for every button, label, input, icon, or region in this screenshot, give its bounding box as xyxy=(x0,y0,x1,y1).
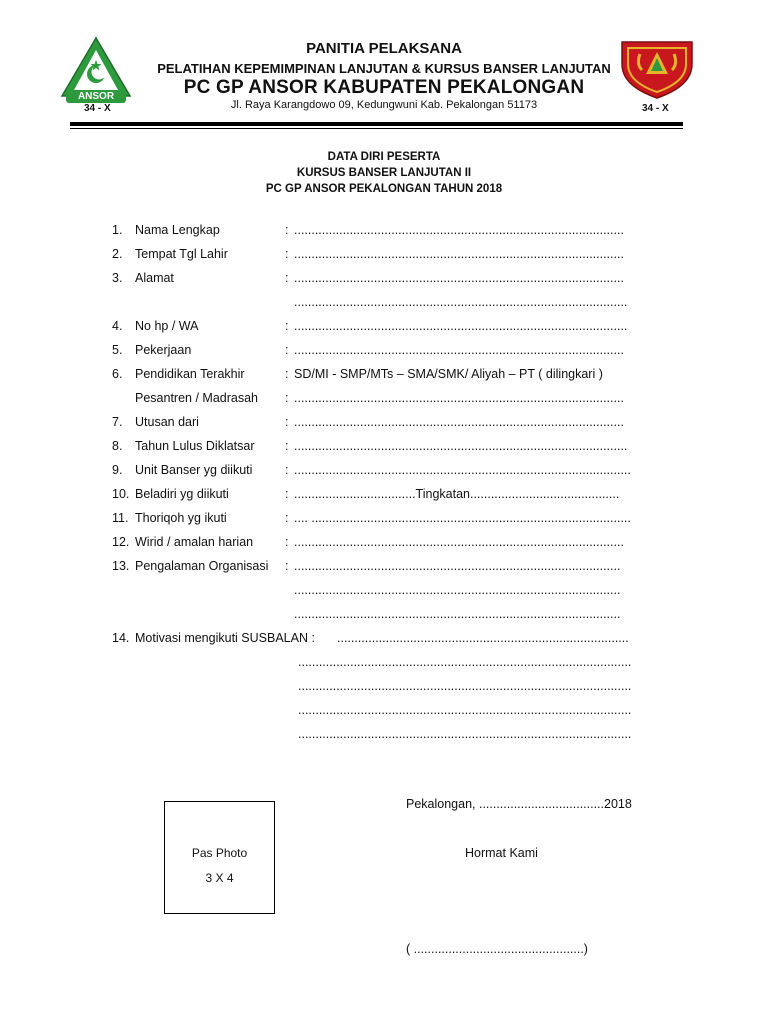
form-title: DATA DIRI PESERTA xyxy=(327,151,441,163)
field-value-line[interactable]: ................................................................................................ xyxy=(294,439,628,453)
field-label: Nama Lengkap xyxy=(135,223,220,237)
motivation-fill-line[interactable]: ................................................................................................ xyxy=(298,655,632,669)
field-colon: : xyxy=(285,319,289,333)
field-number: 10. xyxy=(112,487,130,501)
field-number: 7. xyxy=(112,415,123,429)
field-label: Wirid / amalan harian xyxy=(135,535,254,549)
field-number: 11. xyxy=(112,511,129,525)
motivation-fill-line[interactable]: .................................................................................... xyxy=(337,631,629,645)
form-subtitle-course: KURSUS BANSER LANJUTAN II xyxy=(296,167,472,179)
field-value-line[interactable]: ................................................................................................ xyxy=(294,319,628,333)
field-label: Pengalaman Organisasi xyxy=(135,559,269,573)
field-label: Pesantren / Madrasah xyxy=(135,391,258,405)
field-value-line[interactable]: ............................................................................................... xyxy=(294,271,624,285)
motivation-fill-line[interactable]: ................................................................................................ xyxy=(298,727,632,741)
field-value-line[interactable]: ............................................................................................... xyxy=(294,247,624,261)
left-logo-code: 34 - X xyxy=(84,103,111,114)
field-colon: : xyxy=(285,223,289,237)
committee-heading: PANITIA PELAKSANA xyxy=(306,40,462,57)
form-subtitle-org: PC GP ANSOR PEKALONGAN TAHUN 2018 xyxy=(265,183,503,195)
field-label: Thoriqoh yg ikuti xyxy=(135,511,227,525)
field-label: Pendidikan Terakhir xyxy=(135,367,245,381)
field-colon: : xyxy=(285,367,289,381)
field-colon: : xyxy=(285,247,289,261)
field-colon: : xyxy=(285,463,289,477)
field-number: 8. xyxy=(112,439,123,453)
field-value-line[interactable]: .............................................................................................. xyxy=(294,607,621,621)
motivation-label: Motivasi mengikuti SUSBALAN : xyxy=(135,631,315,645)
field-number: 13. xyxy=(112,559,130,573)
field-colon: : xyxy=(285,535,289,549)
field-colon: : xyxy=(285,415,289,429)
header-divider-thin xyxy=(70,128,683,129)
event-heading: PELATIHAN KEPEMIMPINAN LANJUTAN & KURSUS BANSER LANJUTAN xyxy=(157,61,611,76)
field-colon: : xyxy=(285,271,289,285)
field-number: 3. xyxy=(112,271,123,285)
ansor-logo-text: ANSOR xyxy=(77,91,115,102)
field-value-line[interactable]: ............................................................................................... xyxy=(294,415,624,429)
field-number: 1. xyxy=(112,223,123,237)
field-number: 2. xyxy=(112,247,123,261)
field-label: Beladiri yg diikuti xyxy=(135,487,229,501)
field-value-line[interactable]: ............................................................................................... xyxy=(294,343,624,357)
field-label: Unit Banser yg diikuti xyxy=(135,463,253,477)
field-value-line[interactable]: SD/MI - SMP/MTs – SMA/SMK/ Aliyah – PT ( dilingkari ) xyxy=(294,367,603,381)
field-value-line[interactable]: ................................................................................................ xyxy=(294,295,628,309)
field-value-line[interactable]: .............................................................................................. xyxy=(294,583,621,597)
field-number: 6. xyxy=(112,367,123,381)
field-colon: : xyxy=(285,391,289,405)
field-value-line[interactable]: .............................................................................................. xyxy=(294,559,621,573)
field-colon: : xyxy=(285,487,289,501)
field-label: Utusan dari xyxy=(135,415,199,429)
field-colon: : xyxy=(285,439,289,453)
field-number: 9. xyxy=(112,463,123,477)
field-number: 5. xyxy=(112,343,123,357)
field-label: Pekerjaan xyxy=(135,343,192,357)
header-divider-thick xyxy=(70,122,683,126)
field-colon: : xyxy=(285,511,289,525)
field-label: Tahun Lulus Diklatsar xyxy=(135,439,255,453)
address-line: Jl. Raya Karangdowo 09, Kedungwuni Kab. Pekalongan 51173 xyxy=(230,99,538,111)
field-value-line[interactable]: ...................................Tingkatan........................................... xyxy=(294,487,620,501)
right-logo-code: 34 - X xyxy=(642,103,669,114)
motivation-fill-line[interactable]: ................................................................................................ xyxy=(298,703,632,717)
motivation-number: 14. xyxy=(112,631,130,645)
field-label: No hp / WA xyxy=(135,319,199,333)
place-date-line[interactable]: Pekalongan, ....................................2018 xyxy=(406,797,632,811)
closing-text: Hormat Kami xyxy=(465,846,538,860)
field-number: 12. xyxy=(112,535,130,549)
field-value-line[interactable]: ............................................................................................... xyxy=(294,223,624,237)
organization-heading: PC GP ANSOR KABUPATEN PEKALONGAN xyxy=(183,77,585,98)
field-value-line[interactable]: ............................................................................................... xyxy=(294,391,624,405)
field-label: Tempat Tgl Lahir xyxy=(135,247,228,261)
field-colon: : xyxy=(285,343,289,357)
field-label: Alamat xyxy=(135,271,174,285)
motivation-fill-line[interactable]: ................................................................................................ xyxy=(298,679,632,693)
signature-name-line[interactable]: ( .................................................) xyxy=(406,942,588,956)
field-value-line[interactable]: ................................................................................................. xyxy=(294,463,631,477)
field-colon: : xyxy=(285,559,289,573)
field-number: 4. xyxy=(112,319,123,333)
field-value-line[interactable]: .... ............................................................................................ xyxy=(294,511,631,525)
photo-size: 3 X 4 xyxy=(205,871,234,885)
field-value-line[interactable]: ............................................................................................... xyxy=(294,535,624,549)
photo-label: Pas Photo xyxy=(191,846,248,860)
